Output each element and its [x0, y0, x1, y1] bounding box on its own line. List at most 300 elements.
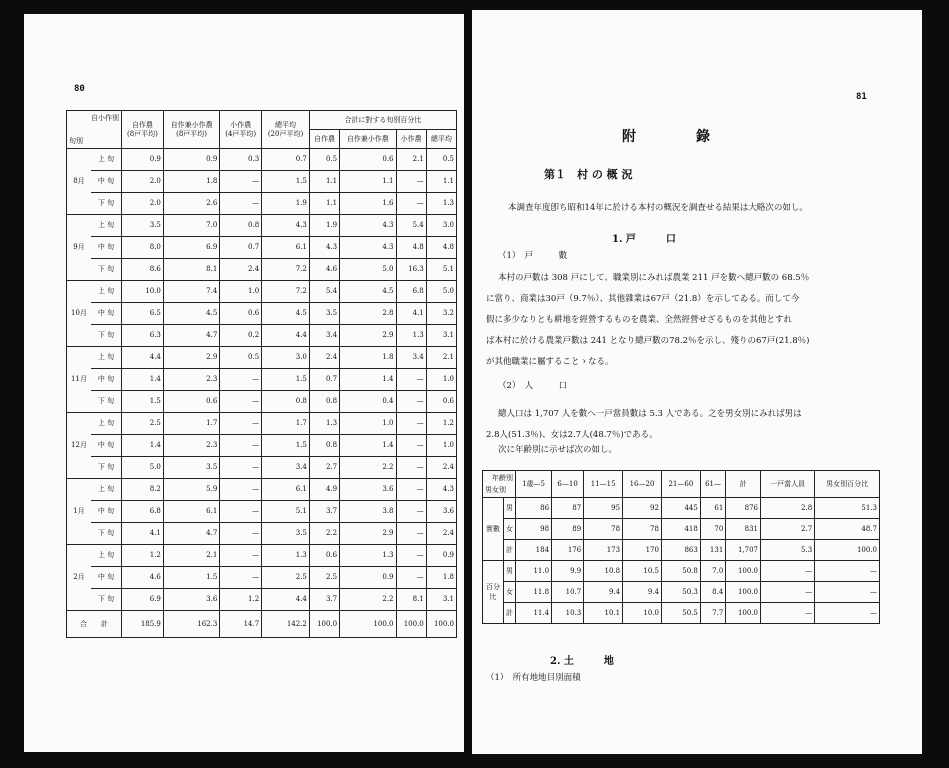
value-cell: 0.6 — [426, 391, 456, 413]
column-header: 一戸當人員 — [760, 471, 814, 498]
value-cell: 100.0 — [815, 540, 880, 561]
value-cell: 8.1 — [396, 589, 426, 611]
sex-cell: 女 — [504, 519, 516, 540]
value-cell: 2.4 — [426, 523, 456, 545]
value-cell: 4.3 — [262, 215, 310, 237]
value-cell: 3.0 — [426, 215, 456, 237]
total-value: 100.0 — [426, 611, 456, 638]
value-cell: 8.4 — [700, 582, 725, 603]
left-page — [24, 14, 464, 752]
value-cell: — — [396, 523, 426, 545]
table-row — [483, 603, 880, 624]
value-cell: 1.7 — [262, 413, 310, 435]
value-cell: 2.4 — [426, 457, 456, 479]
month-cell: 8月 — [67, 149, 92, 215]
value-cell: — — [220, 479, 262, 501]
value-cell: 9.4 — [584, 582, 623, 603]
sex-cell: 女 — [504, 582, 516, 603]
value-cell: 4.4 — [122, 347, 164, 369]
value-cell: 1.5 — [262, 369, 310, 391]
chapter-heading: 第１ 村 の 概 況 — [544, 168, 633, 181]
month-cell: 2月 — [67, 545, 92, 611]
value-cell: 2.9 — [340, 523, 396, 545]
total-value: 162.3 — [163, 611, 219, 638]
percent-column-header: 總平均 — [426, 130, 456, 149]
period-cell: 下 旬 — [91, 523, 122, 545]
total-value: 142.2 — [262, 611, 310, 638]
value-cell: 16.3 — [396, 259, 426, 281]
age-table-intro: 次に年齢別に示せば次の如し。 — [498, 445, 618, 455]
value-cell: 1,707 — [726, 540, 761, 561]
percent-column-header: 自作農 — [309, 130, 339, 149]
value-cell: — — [220, 413, 262, 435]
column-header: 計 — [726, 471, 761, 498]
value-cell: 173 — [584, 540, 623, 561]
value-cell: 3.0 — [262, 347, 310, 369]
column-header — [122, 111, 164, 149]
workdays-table — [66, 110, 457, 638]
value-cell: 1.1 — [309, 171, 339, 193]
value-cell: 11.0 — [516, 561, 552, 582]
value-cell: 1.1 — [426, 171, 456, 193]
value-cell: — — [220, 435, 262, 457]
table-row — [67, 237, 457, 259]
value-cell: 1.7 — [163, 413, 219, 435]
value-cell: 5.0 — [122, 457, 164, 479]
value-cell: 0.8 — [220, 215, 262, 237]
value-cell: 7.2 — [262, 259, 310, 281]
column-header-name: 總平均 — [275, 120, 297, 129]
period-cell: 下 旬 — [91, 259, 122, 281]
corner-bottom-label: 男女別 — [485, 486, 506, 494]
value-cell: 100.0 — [726, 582, 761, 603]
table-row — [67, 347, 457, 369]
column-header: 21—60 — [661, 471, 700, 498]
table-row — [67, 325, 457, 347]
value-cell: 4.4 — [262, 589, 310, 611]
value-cell: 863 — [661, 540, 700, 561]
value-cell: 10.5 — [623, 561, 662, 582]
value-cell: 0.8 — [262, 391, 310, 413]
value-cell: 0.6 — [340, 149, 396, 171]
value-cell: 78 — [584, 519, 623, 540]
value-cell: 8.2 — [122, 479, 164, 501]
value-cell: 1.0 — [220, 281, 262, 303]
value-cell: — — [815, 582, 880, 603]
value-cell: 0.6 — [220, 303, 262, 325]
subsection-population: （2） 人 口 — [498, 381, 568, 391]
table-row — [67, 391, 457, 413]
value-cell: 2.2 — [309, 523, 339, 545]
total-value: 14.7 — [220, 611, 262, 638]
value-cell: 0.8 — [309, 435, 339, 457]
value-cell: 1.1 — [340, 171, 396, 193]
value-cell: 5.0 — [340, 259, 396, 281]
value-cell: — — [396, 545, 426, 567]
value-cell: 11.4 — [516, 603, 552, 624]
column-header: 61— — [700, 471, 725, 498]
value-cell: 6.1 — [163, 501, 219, 523]
value-cell: — — [220, 501, 262, 523]
value-cell: — — [396, 391, 426, 413]
sex-cell: 計 — [504, 540, 516, 561]
value-cell: — — [396, 479, 426, 501]
corner-top-label: 自小作別 — [91, 113, 119, 122]
value-cell: 3.1 — [426, 325, 456, 347]
value-cell: 1.2 — [220, 589, 262, 611]
total-value: 100.0 — [396, 611, 426, 638]
value-cell: 1.0 — [426, 369, 456, 391]
table-row — [483, 519, 880, 540]
value-cell: 4.7 — [163, 325, 219, 347]
value-cell: 0.6 — [309, 545, 339, 567]
period-cell: 下 旬 — [91, 457, 122, 479]
paragraph-line: 本村の戸數は 308 戸にして、職業別にみれば農業 211 戸を數へ總戸數の 68.5％ — [498, 273, 810, 283]
period-cell: 中 旬 — [91, 171, 122, 193]
value-cell: 1.9 — [262, 193, 310, 215]
age-table — [482, 470, 880, 624]
value-cell: 3.7 — [309, 501, 339, 523]
value-cell: 1.1 — [309, 193, 339, 215]
value-cell: 2.7 — [309, 457, 339, 479]
value-cell: 3.7 — [309, 589, 339, 611]
value-cell: 10.3 — [552, 603, 584, 624]
value-cell: — — [220, 369, 262, 391]
value-cell: 8.1 — [163, 259, 219, 281]
value-cell: 3.5 — [262, 523, 310, 545]
value-cell: 5.9 — [163, 479, 219, 501]
value-cell: 5.0 — [426, 281, 456, 303]
period-cell: 下 旬 — [91, 325, 122, 347]
value-cell: 50.8 — [661, 561, 700, 582]
value-cell: 1.2 — [122, 545, 164, 567]
value-cell: — — [815, 561, 880, 582]
value-cell: — — [220, 457, 262, 479]
value-cell: 8.0 — [122, 237, 164, 259]
month-cell: 9月 — [67, 215, 92, 281]
value-cell: 6.8 — [122, 501, 164, 523]
table-row — [483, 561, 880, 582]
value-cell: 0.2 — [220, 325, 262, 347]
value-cell: — — [220, 171, 262, 193]
value-cell: 1.3 — [309, 413, 339, 435]
column-header-sub: (20戸平均) — [267, 129, 304, 138]
value-cell: 6.5 — [122, 303, 164, 325]
value-cell: 7.7 — [700, 603, 725, 624]
total-value: 185.9 — [122, 611, 164, 638]
value-cell: — — [760, 561, 814, 582]
value-cell: 7.2 — [262, 281, 310, 303]
value-cell: 100.0 — [726, 603, 761, 624]
value-cell: 89 — [552, 519, 584, 540]
paragraph-line: 2.8人(51.3％)、女は2.7人(48.7％)である。 — [486, 430, 658, 440]
value-cell: 876 — [726, 498, 761, 519]
value-cell: 4.1 — [122, 523, 164, 545]
total-row — [67, 611, 457, 638]
value-cell: 78 — [623, 519, 662, 540]
percent-column-header: 小作農 — [396, 130, 426, 149]
value-cell: 1.4 — [340, 369, 396, 391]
value-cell: — — [396, 501, 426, 523]
value-cell: 61 — [700, 498, 725, 519]
value-cell: 0.6 — [163, 391, 219, 413]
value-cell: 3.2 — [426, 303, 456, 325]
page-number: 81 — [856, 92, 867, 102]
column-header — [220, 111, 262, 149]
value-cell: 3.4 — [396, 347, 426, 369]
value-cell: 95 — [584, 498, 623, 519]
table-row — [483, 582, 880, 603]
column-header-sub: (8戸平均) — [176, 129, 208, 138]
value-cell: 4.1 — [396, 303, 426, 325]
value-cell: 6.8 — [396, 281, 426, 303]
value-cell: 2.5 — [262, 567, 310, 589]
section-heading-land: 2. 土 地 — [550, 656, 614, 667]
value-cell: 7.4 — [163, 281, 219, 303]
value-cell: 3.4 — [262, 457, 310, 479]
value-cell: — — [220, 193, 262, 215]
value-cell: 2.6 — [163, 193, 219, 215]
appendix-title: 附錄 — [622, 129, 770, 145]
percent-column-header: 自作兼小作農 — [340, 130, 396, 149]
value-cell: 2.5 — [122, 413, 164, 435]
percent-group-header: 合計に對する旬別百分比 — [309, 111, 456, 130]
month-cell: 12月 — [67, 413, 92, 479]
total-value: 100.0 — [340, 611, 396, 638]
column-header — [262, 111, 310, 149]
value-cell: 2.8 — [760, 498, 814, 519]
column-header: 1歳—5 — [516, 471, 552, 498]
value-cell: 11.8 — [516, 582, 552, 603]
table-corner-header — [67, 111, 122, 149]
column-header-name: 自作兼小作農 — [170, 120, 213, 129]
table-row — [67, 369, 457, 391]
subsection-land-area: （1） 所有地地目別面積 — [486, 673, 581, 683]
value-cell: 831 — [726, 519, 761, 540]
value-cell: 6.9 — [122, 589, 164, 611]
sex-cell: 男 — [504, 498, 516, 519]
value-cell: 5.4 — [396, 215, 426, 237]
value-cell: 86 — [516, 498, 552, 519]
table-row — [67, 303, 457, 325]
value-cell: 10.0 — [623, 603, 662, 624]
value-cell: 2.1 — [426, 347, 456, 369]
period-cell: 上 旬 — [91, 347, 122, 369]
value-cell: — — [396, 369, 426, 391]
value-cell: — — [396, 413, 426, 435]
intro-text: 本調査年度卽ち昭和14年に於ける本村の概況を調査せる結果は大略次の如し。 — [508, 203, 808, 213]
paragraph-line: 假に多少なりとも耕地を經營するものを農業、全然經營せざるものを其他とすれ — [486, 315, 793, 325]
group-label: 百分比 — [483, 561, 504, 624]
period-cell: 下 旬 — [91, 589, 122, 611]
value-cell: 5.3 — [760, 540, 814, 561]
table-row — [67, 413, 457, 435]
value-cell: 10.7 — [552, 582, 584, 603]
value-cell: 10.1 — [584, 603, 623, 624]
value-cell: 10.0 — [122, 281, 164, 303]
total-value: 100.0 — [309, 611, 339, 638]
column-header-sub: (8戸平均) — [126, 129, 158, 138]
column-header-name: 自作農 — [131, 120, 153, 129]
value-cell: 1.3 — [340, 545, 396, 567]
sex-cell: 計 — [504, 603, 516, 624]
table-row — [67, 567, 457, 589]
value-cell: 1.3 — [426, 193, 456, 215]
month-cell: 1月 — [67, 479, 92, 545]
table-row — [483, 498, 880, 519]
value-cell: 3.1 — [426, 589, 456, 611]
value-cell: 3.6 — [163, 589, 219, 611]
value-cell: — — [396, 435, 426, 457]
value-cell: 92 — [623, 498, 662, 519]
value-cell: 0.9 — [426, 545, 456, 567]
value-cell: 4.6 — [309, 259, 339, 281]
value-cell: 5.4 — [309, 281, 339, 303]
table-row — [67, 523, 457, 545]
value-cell: 6.3 — [122, 325, 164, 347]
value-cell: 0.5 — [309, 149, 339, 171]
value-cell: 100.0 — [726, 561, 761, 582]
paragraph-line: ば本村に於ける農業戸數は 241 となり總戸數の78.2％を示し、殘りの67戸(21.8％) — [486, 336, 810, 346]
value-cell: 3.4 — [309, 325, 339, 347]
value-cell: 0.9 — [122, 149, 164, 171]
value-cell: 445 — [661, 498, 700, 519]
value-cell: 0.7 — [220, 237, 262, 259]
value-cell: 1.4 — [122, 369, 164, 391]
period-cell: 上 旬 — [91, 215, 122, 237]
column-header-sub: (4戸平均) — [225, 129, 257, 138]
value-cell: 2.2 — [340, 457, 396, 479]
value-cell: 2.4 — [309, 347, 339, 369]
value-cell: 1.2 — [426, 413, 456, 435]
value-cell: 0.3 — [220, 149, 262, 171]
value-cell: 3.5 — [309, 303, 339, 325]
right-page — [472, 10, 922, 754]
value-cell: — — [396, 567, 426, 589]
value-cell: — — [220, 545, 262, 567]
paragraph-line: 總人口は 1,707 人を數へ一戸當員數は 5.3 人である。之を男女別にみれば男は — [498, 409, 802, 419]
column-header: 男女別百分比 — [815, 471, 880, 498]
value-cell: 1.8 — [340, 347, 396, 369]
period-cell: 中 旬 — [91, 501, 122, 523]
value-cell: 2.7 — [760, 519, 814, 540]
value-cell: 1.8 — [163, 171, 219, 193]
column-header: 16—20 — [623, 471, 662, 498]
page-number: 80 — [74, 84, 85, 94]
value-cell: 170 — [623, 540, 662, 561]
group-label: 實數 — [483, 498, 504, 561]
period-cell: 下 旬 — [91, 193, 122, 215]
value-cell: 7.0 — [700, 561, 725, 582]
value-cell: 0.5 — [220, 347, 262, 369]
value-cell: 50.3 — [661, 582, 700, 603]
value-cell: 176 — [552, 540, 584, 561]
value-cell: 7.0 — [163, 215, 219, 237]
value-cell: — — [396, 193, 426, 215]
value-cell: — — [396, 171, 426, 193]
value-cell: 4.9 — [309, 479, 339, 501]
value-cell: 10.8 — [584, 561, 623, 582]
value-cell: 1.6 — [340, 193, 396, 215]
value-cell: 70 — [700, 519, 725, 540]
table-row — [67, 457, 457, 479]
value-cell: 0.8 — [309, 391, 339, 413]
value-cell: — — [760, 582, 814, 603]
value-cell: 5.1 — [262, 501, 310, 523]
table-row — [67, 149, 457, 171]
value-cell: 1.3 — [396, 325, 426, 347]
value-cell: 1.0 — [426, 435, 456, 457]
table-corner-header — [483, 471, 516, 498]
value-cell: 0.7 — [262, 149, 310, 171]
table-row — [67, 545, 457, 567]
value-cell: 5.1 — [426, 259, 456, 281]
month-cell: 11月 — [67, 347, 92, 413]
value-cell: 1.5 — [122, 391, 164, 413]
value-cell: 2.3 — [163, 369, 219, 391]
value-cell: 0.9 — [163, 149, 219, 171]
value-cell: 8.6 — [122, 259, 164, 281]
value-cell: 1.3 — [262, 545, 310, 567]
value-cell: 131 — [700, 540, 725, 561]
period-cell: 中 旬 — [91, 435, 122, 457]
value-cell: 4.3 — [340, 237, 396, 259]
table-row — [67, 435, 457, 457]
value-cell: 9.9 — [552, 561, 584, 582]
period-cell: 上 旬 — [91, 479, 122, 501]
month-cell: 10月 — [67, 281, 92, 347]
value-cell: 4.5 — [340, 281, 396, 303]
period-cell: 中 旬 — [91, 567, 122, 589]
corner-top-label: 年齢別 — [492, 474, 514, 482]
value-cell: — — [220, 567, 262, 589]
paragraph-line: が其他職業に屬することゝなる。 — [486, 357, 614, 367]
column-header-name: 小作農 — [230, 120, 252, 129]
value-cell: 0.7 — [309, 369, 339, 391]
value-cell: — — [220, 523, 262, 545]
total-label: 合 計 — [67, 611, 122, 638]
table-row — [67, 259, 457, 281]
value-cell: — — [815, 603, 880, 624]
value-cell: 2.0 — [122, 193, 164, 215]
value-cell: 2.5 — [309, 567, 339, 589]
value-cell: 4.3 — [309, 237, 339, 259]
value-cell: 184 — [516, 540, 552, 561]
value-cell: 51.3 — [815, 498, 880, 519]
value-cell: 0.5 — [426, 149, 456, 171]
value-cell: 4.8 — [426, 237, 456, 259]
sex-cell: 男 — [504, 561, 516, 582]
value-cell: — — [396, 457, 426, 479]
subsection-household-count: （1） 戸 數 — [498, 251, 568, 261]
value-cell: — — [760, 603, 814, 624]
value-cell: 1.4 — [122, 435, 164, 457]
corner-bottom-label: 旬別 — [69, 136, 83, 145]
value-cell: 2.2 — [340, 589, 396, 611]
period-cell: 上 旬 — [91, 413, 122, 435]
table-row — [67, 215, 457, 237]
value-cell: 6.1 — [262, 237, 310, 259]
table-row — [67, 171, 457, 193]
value-cell: 1.0 — [340, 413, 396, 435]
table-row — [67, 501, 457, 523]
value-cell: 1.4 — [340, 435, 396, 457]
value-cell: 1.8 — [426, 567, 456, 589]
value-cell: 2.9 — [340, 325, 396, 347]
value-cell: 4.8 — [396, 237, 426, 259]
period-cell: 上 旬 — [91, 149, 122, 171]
section-heading-households: 1. 戸 口 — [612, 234, 676, 245]
